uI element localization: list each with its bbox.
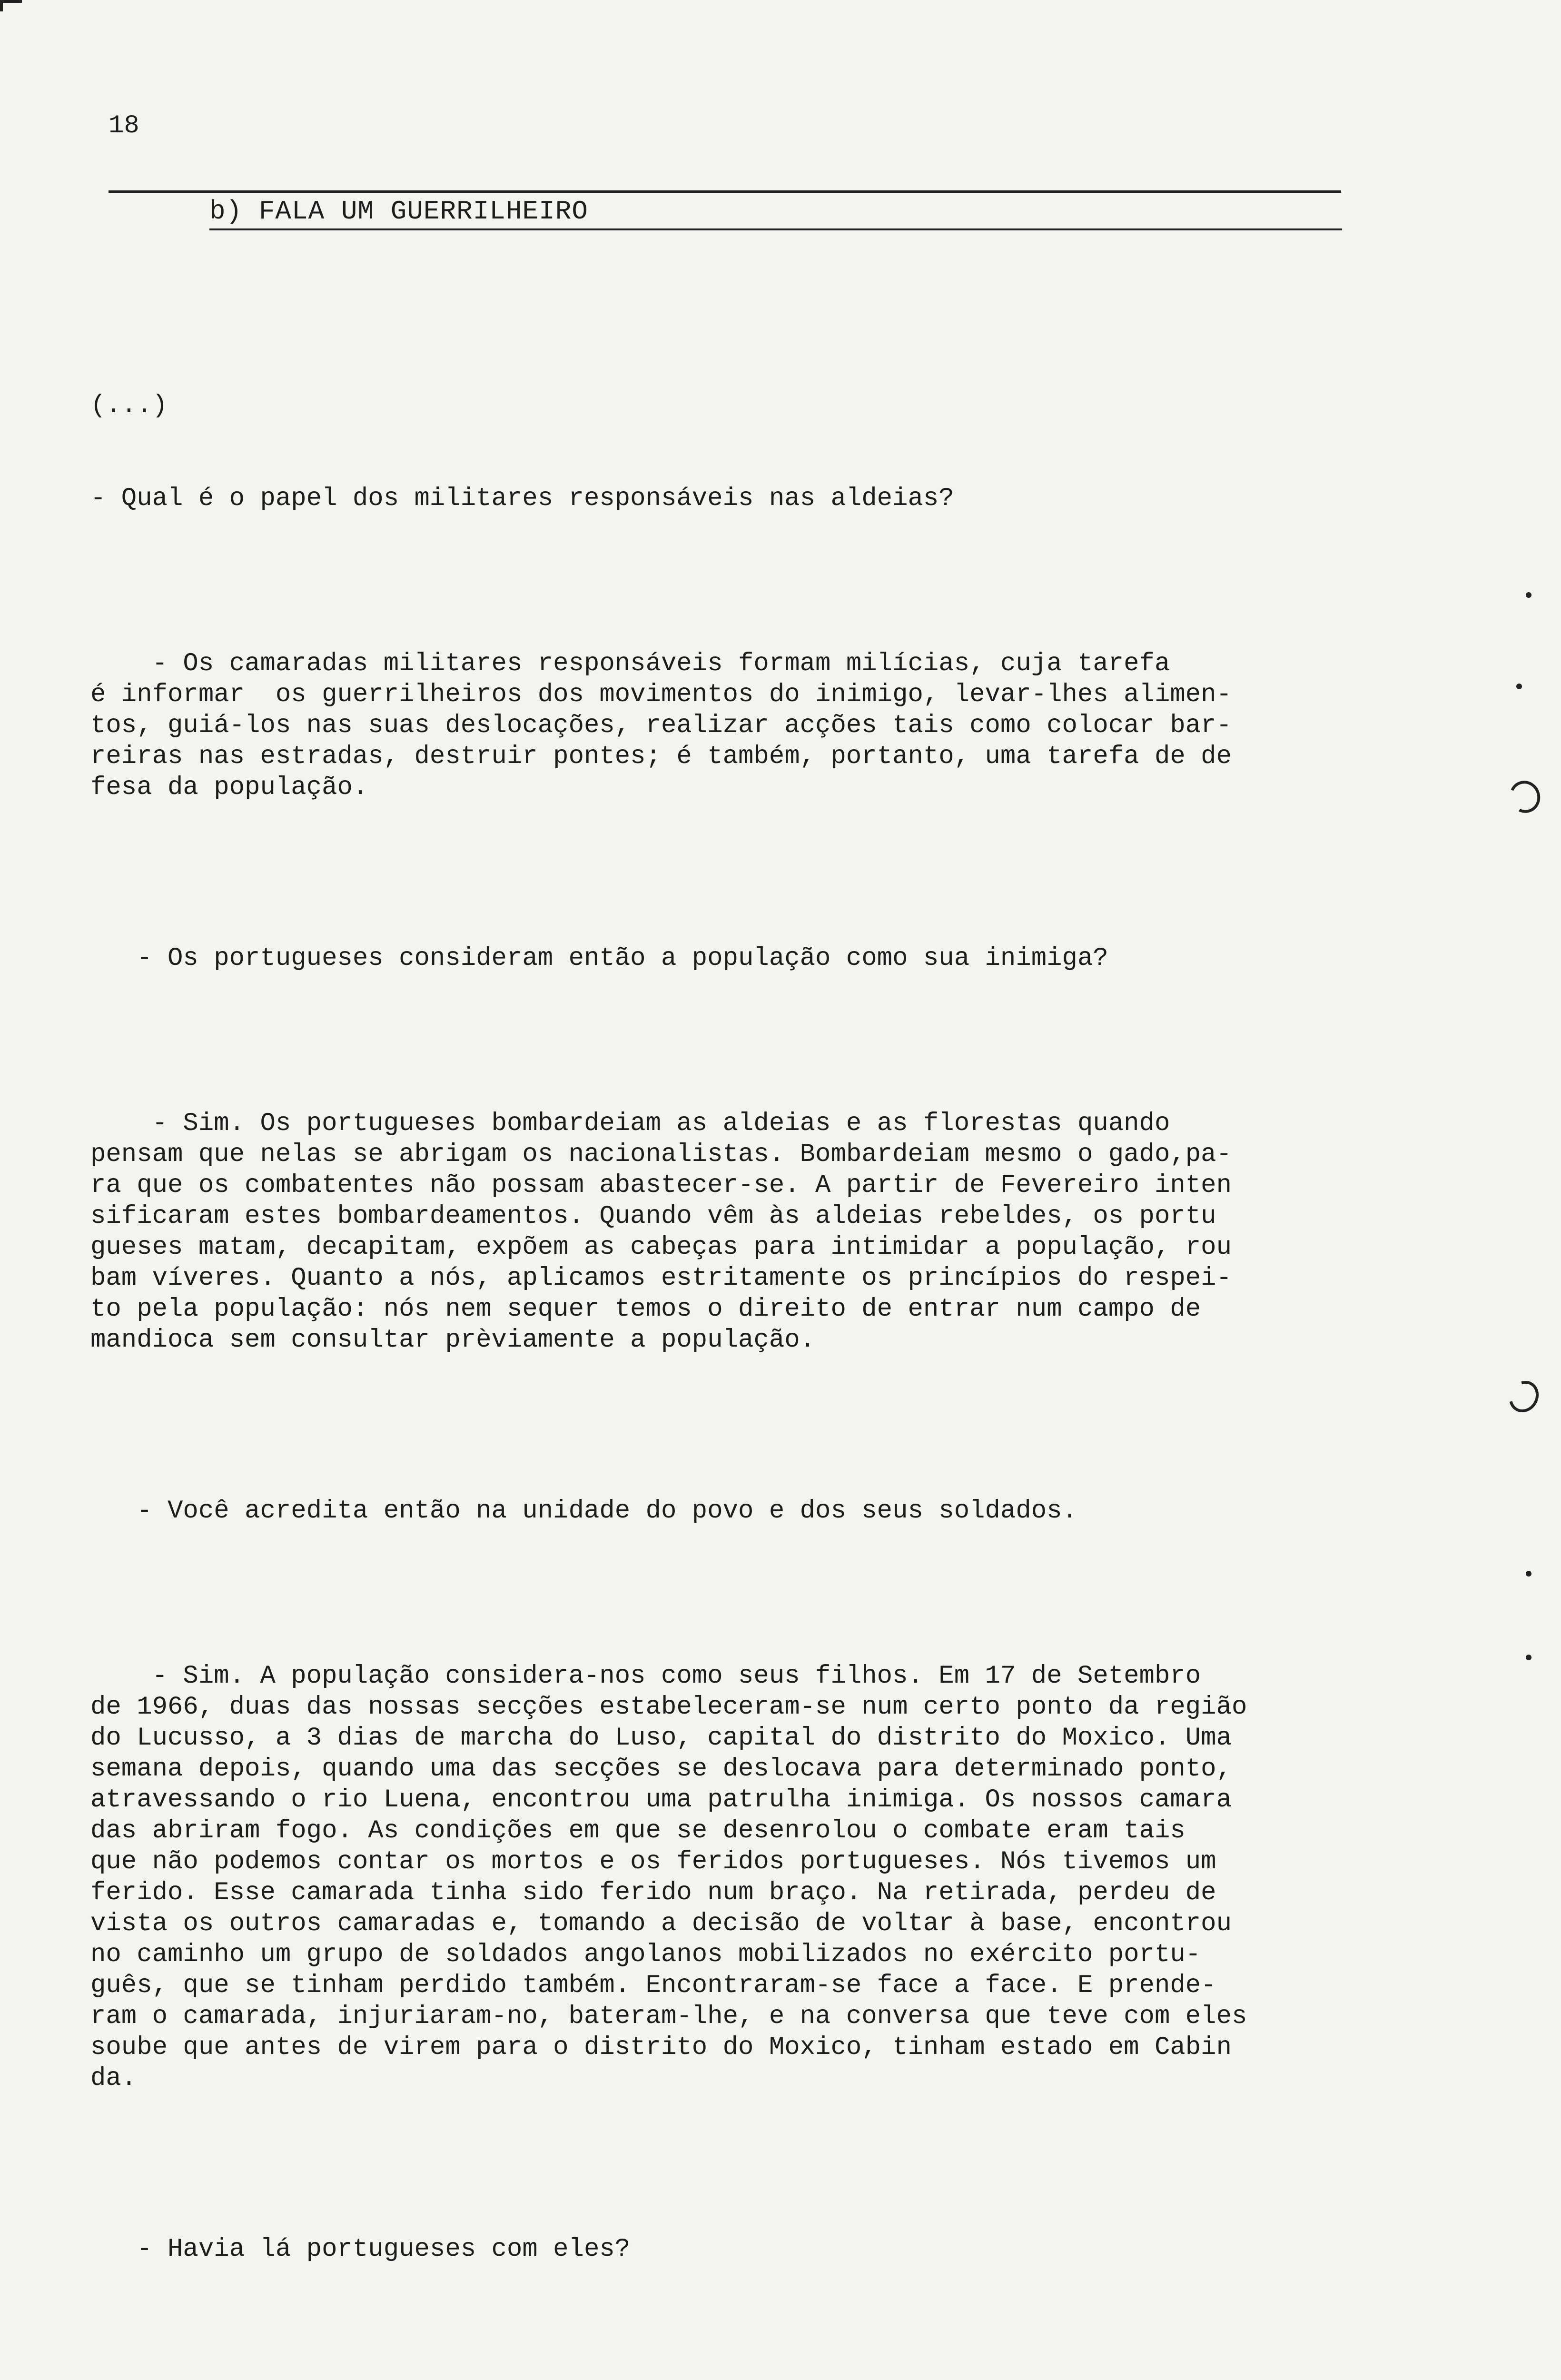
header-rule-top bbox=[109, 190, 1341, 193]
page-number: 18 bbox=[109, 111, 139, 140]
interview-body bbox=[90, 328, 1375, 2380]
margin-dot bbox=[1526, 1655, 1531, 1660]
answer-paragraph: - Sim. A população considera-nos como seus filhos. Em 17 de Setembro de 1966, duas das nossas secções estabeleceram-se num certo ponto da região do Lucusso, a 3 dias de marcha do Luso, capital do distrito do Moxico. Uma semana depois, quando uma das secções se deslocava para determinado ponto, atravessando o rio Luena, encontrou uma patrulha inimiga. Os nossos camara das abriram fogo. As condições em que se desenrolou o combate eram tais que não podemos contar os mortos e os feridos portugueses. Nós tivemos um ferido. Esse camarada tinha sido ferido num braço. Na retirada, perdeu de vista os outros camaradas e, tomando a decisão de voltar à base, encontrou no caminho um grupo de soldados angolanos mobilizados no exército portu- guês, que se tinham perdido também. Encontraram-se face a face. E prende- ram o camarada, injuriaram-no, bateram-lhe, e na conversa que teve com eles soube que antes de virem para o distrito do Moxico, tinham estado em Cabin da. bbox=[90, 1662, 1247, 2093]
margin-dot bbox=[1516, 684, 1522, 689]
header-rule-bottom bbox=[209, 228, 1342, 230]
margin-dot bbox=[1526, 592, 1531, 598]
question-paragraph: - Qual é o papel dos militares responsáveis nas aldeias? bbox=[90, 484, 954, 513]
answer-paragraph: - Os camaradas militares responsáveis formam milícias, cuja tarefa é informar os guerrilheiros dos movimentos do inimigo, levar-lhes alimen- tos, guiá-los nas suas deslocações, realizar acções tais como colocar bar- reiras nas estradas, destruir pontes; é também, portanto, uma tarefa de de fesa da população. bbox=[90, 649, 1232, 802]
section-heading: b) FALA UM GUERRILHEIRO bbox=[209, 196, 588, 227]
answer-paragraph: - Sim. Os portugueses bombardeiam as aldeias e as florestas quando pensam que nelas se abrigam os nacionalistas. Bombardeiam mesmo o gado,pa- ra que os combatentes não possam abastecer-se. A partir de Fevereiro inten sificaram estes bombardeamentos. Quando vêm às aldeias rebeldes, os portu gueses matam, decapitam, expõem as cabeças para intimidar a população, rou bam víveres. Quanto a nós, aplicamos estritamente os princípios do respei- to pela população: nós nem sequer temos o direito de entrar num campo de mandioca sem consultar prèviamente a população. bbox=[90, 1109, 1232, 1355]
question-paragraph: - Os portugueses consideram então a população como sua inimiga? bbox=[90, 944, 1108, 973]
corner-crop-mark bbox=[0, 0, 22, 11]
question-paragraph: - Havia lá portugueses com eles? bbox=[90, 2235, 631, 2264]
margin-dot bbox=[1526, 1571, 1531, 1577]
ellipsis-marker: (...) bbox=[90, 391, 168, 420]
question-paragraph: - Você acredita então na unidade do povo e dos seus soldados. bbox=[90, 1497, 1077, 1526]
binder-hole-mark bbox=[1505, 776, 1544, 817]
binder-hole-mark bbox=[1503, 1376, 1544, 1418]
